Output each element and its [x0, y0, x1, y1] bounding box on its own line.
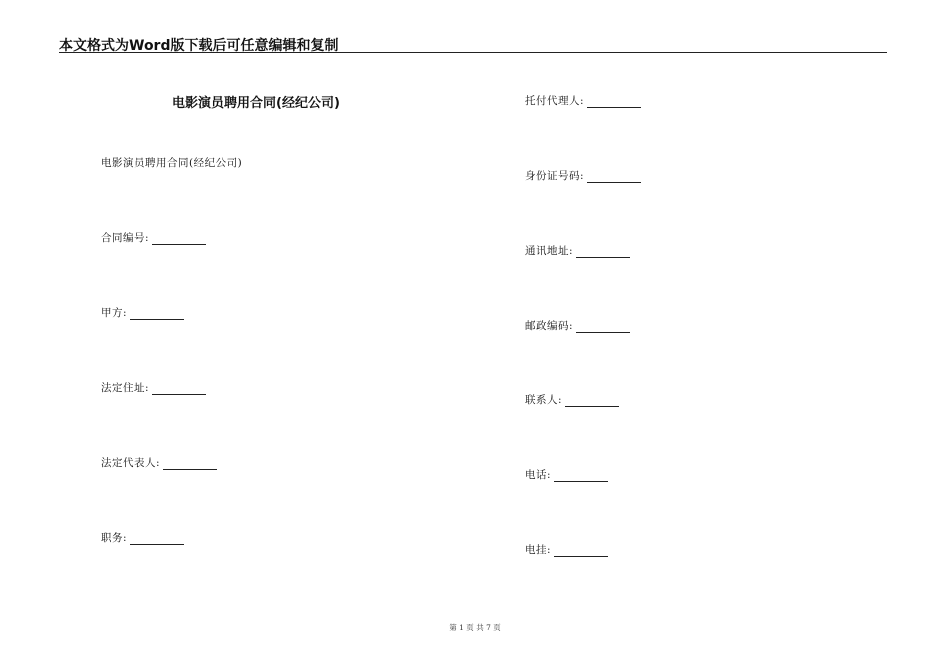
blank-line — [587, 97, 641, 108]
blank-line — [163, 459, 217, 470]
blank-line — [152, 234, 206, 245]
field-mailing-address — [525, 243, 630, 258]
field-label: 邮政编码: — [525, 320, 574, 332]
blank-line — [576, 247, 630, 258]
field-position — [101, 530, 184, 545]
field-party-a — [101, 305, 184, 320]
field-contract-number — [101, 230, 206, 245]
field-phone — [525, 467, 608, 482]
blank-line — [130, 534, 184, 545]
field-label: 身份证号码: — [525, 170, 585, 182]
intro-line: 电影演员聘用合同(经纪公司) — [101, 157, 243, 169]
blank-line — [554, 546, 608, 557]
header-divider — [59, 52, 887, 53]
field-label: 合同编号: — [101, 232, 150, 244]
blank-line — [587, 172, 641, 183]
document-title: 电影演员聘用合同(经纪公司) — [172, 96, 340, 111]
page-number: 第 1 页 共 7 页 — [449, 623, 501, 632]
blank-line — [554, 471, 608, 482]
field-legal-representative — [101, 455, 217, 470]
blank-line — [576, 322, 630, 333]
field-label: 联系人: — [525, 394, 563, 406]
field-postal-code — [525, 318, 630, 333]
field-label: 电话: — [525, 469, 552, 481]
field-cable — [525, 542, 608, 557]
field-label: 法定代表人: — [101, 457, 161, 469]
field-id-number — [525, 168, 641, 183]
field-label: 通讯地址: — [525, 245, 574, 257]
blank-line — [152, 384, 206, 395]
field-entrusted-agent — [525, 93, 641, 108]
field-label: 托付代理人: — [525, 95, 585, 107]
field-label: 职务: — [101, 532, 128, 544]
field-contact-person — [525, 392, 619, 407]
field-label: 电挂: — [525, 544, 552, 556]
field-legal-address — [101, 380, 206, 395]
field-label: 甲方: — [101, 307, 128, 319]
blank-line — [130, 309, 184, 320]
blank-line — [565, 396, 619, 407]
header-title: 本文格式为Word版下载后可任意编辑和复制 — [59, 38, 339, 54]
field-label: 法定住址: — [101, 382, 150, 394]
